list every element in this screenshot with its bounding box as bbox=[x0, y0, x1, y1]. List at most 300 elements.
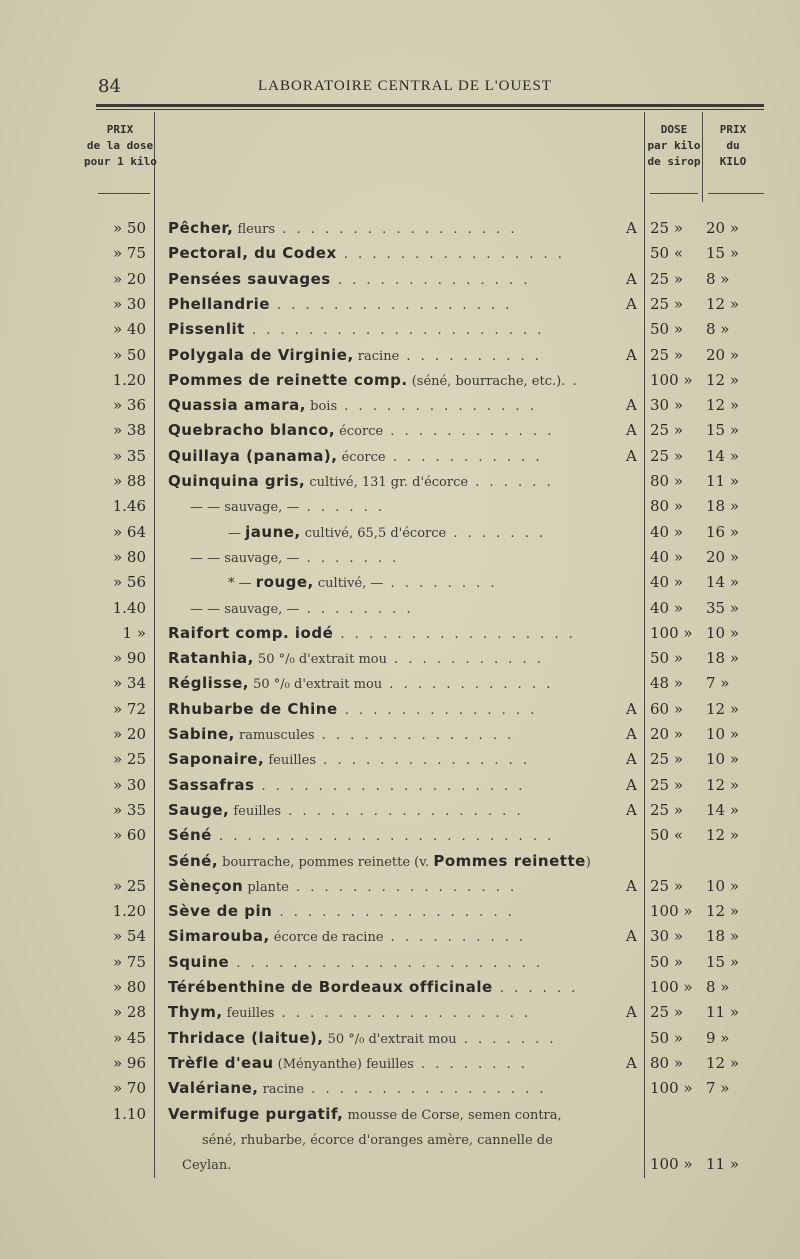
leader-dots: . . . . . . . . . . . . . . bbox=[330, 272, 531, 288]
column-header-line: pour 1 kilo bbox=[84, 155, 157, 168]
column-header-line: PRIX bbox=[719, 123, 747, 136]
ditto-prefix: — bbox=[190, 601, 208, 617]
product-name: Phellandrie bbox=[168, 294, 270, 313]
product-name: Raifort comp. iodé bbox=[168, 623, 334, 642]
dose-per-kilo: 30 » bbox=[650, 396, 684, 415]
leader-dots: . . . . . . bbox=[299, 500, 386, 516]
price-per-dose: » 54 bbox=[112, 927, 146, 946]
dose-per-kilo: 100 » bbox=[650, 1079, 693, 1098]
table-row bbox=[0, 1076, 800, 1101]
product-description: cultivé, — bbox=[313, 576, 384, 592]
product-name: Pectoral, du Codex bbox=[168, 244, 337, 263]
product-name: Quinquina gris, bbox=[168, 472, 306, 490]
price-per-dose: 1.40 bbox=[112, 598, 146, 617]
product-description: 50 °/₀ d'extrait mou bbox=[323, 1031, 457, 1047]
header-rule-thin bbox=[96, 109, 764, 110]
product-name: Thridace (laitue), bbox=[168, 1028, 324, 1047]
price-per-dose: » 60 bbox=[112, 826, 146, 845]
header-underline-dose bbox=[650, 193, 698, 194]
dose-per-kilo: 25 » bbox=[650, 446, 684, 465]
product-name: Térébenthine de Bordeaux officinale bbox=[168, 978, 493, 996]
table-row bbox=[0, 1127, 800, 1152]
dose-per-kilo: 100 » bbox=[650, 978, 693, 996]
product-name-cell bbox=[168, 671, 640, 697]
leader-dots: . . . . . . . . bbox=[413, 1056, 528, 1072]
column-header-line: par kilo bbox=[647, 139, 701, 152]
table-row bbox=[0, 570, 800, 595]
dose-per-kilo: 50 » bbox=[650, 952, 684, 971]
price-per-kilo: 20 » bbox=[706, 345, 740, 364]
product-description: feuilles bbox=[264, 753, 317, 769]
price-per-kilo: 14 » bbox=[706, 800, 740, 819]
price-per-dose: » 30 bbox=[112, 775, 146, 794]
leader-dots: . . . . . . bbox=[468, 475, 554, 490]
table-row bbox=[0, 899, 800, 924]
price-per-dose: » 80 bbox=[112, 978, 146, 996]
product-name-cell bbox=[168, 1076, 640, 1102]
price-per-dose: » 50 bbox=[112, 219, 146, 237]
dose-per-kilo: 48 » bbox=[650, 674, 684, 693]
leader-dots: . . . . . . . . bbox=[383, 576, 498, 592]
product-name-cell bbox=[168, 722, 640, 748]
product-name: Saponaire, bbox=[168, 750, 265, 769]
leader-dots: . . . . . . . . bbox=[299, 601, 414, 617]
product-description: bois bbox=[306, 399, 338, 415]
dose-per-kilo: 25 » bbox=[650, 750, 684, 769]
dose-per-kilo: 25 » bbox=[650, 219, 684, 237]
product-description: cultivé, 131 gr. d'écorce bbox=[305, 475, 469, 490]
leader-dots: . . . . . . . bbox=[456, 1031, 557, 1047]
product-name-cell bbox=[168, 849, 640, 875]
price-per-kilo: 12 » bbox=[706, 370, 740, 389]
price-per-kilo: 10 » bbox=[706, 876, 740, 895]
price-per-dose: » 64 bbox=[112, 522, 146, 541]
leader-dots: . . . . . . . . . . . . . . . . . . . . . . bbox=[229, 955, 544, 971]
dose-per-kilo: 60 » bbox=[650, 699, 684, 718]
product-description: cultivé, 65,5 d'écorce bbox=[300, 525, 447, 541]
price-per-kilo: 8 » bbox=[706, 269, 730, 288]
dose-per-kilo: 50 » bbox=[650, 1028, 684, 1047]
dose-per-kilo: 40 » bbox=[650, 598, 684, 617]
product-name-cell bbox=[168, 494, 640, 520]
dose-per-kilo: 100 » bbox=[650, 1155, 693, 1174]
table-row bbox=[0, 697, 800, 722]
product-description: mousse de Corse, semen contra, bbox=[343, 1107, 562, 1123]
table-row bbox=[0, 545, 800, 570]
product-name: Simarouba, bbox=[168, 927, 270, 946]
dose-per-kilo: 25 » bbox=[650, 876, 684, 895]
price-per-dose: 1.10 bbox=[112, 1104, 146, 1123]
ditto-prefix: * — bbox=[228, 576, 256, 592]
product-name-cell bbox=[168, 823, 640, 849]
mark-a: A bbox=[626, 800, 637, 819]
price-per-kilo: 7 » bbox=[706, 1079, 730, 1098]
column-header-line: PRIX bbox=[106, 123, 134, 136]
dose-per-kilo: 40 » bbox=[650, 547, 684, 566]
table-row bbox=[0, 444, 800, 469]
product-name: Pissenlit bbox=[168, 320, 245, 339]
column-header-line: de sirop bbox=[647, 155, 701, 168]
price-per-kilo: 12 » bbox=[706, 294, 740, 313]
product-name-cell bbox=[168, 469, 640, 495]
price-per-dose: » 72 bbox=[112, 699, 146, 718]
leader-dots: . . . . . . . . . . . . bbox=[382, 677, 554, 693]
product-name-cell bbox=[168, 418, 640, 444]
product-description: 50 °/₀ d'extrait mou bbox=[248, 677, 383, 693]
product-description: Ceylan. bbox=[182, 1158, 232, 1174]
table-row bbox=[0, 671, 800, 696]
mark-a: A bbox=[626, 421, 637, 440]
mark-a: A bbox=[626, 219, 637, 237]
product-name-cell bbox=[168, 646, 640, 672]
price-per-dose: » 25 bbox=[112, 876, 146, 895]
product-description-tail: ) bbox=[585, 854, 591, 870]
dose-per-kilo: 25 » bbox=[650, 294, 684, 313]
price-per-kilo: 12 » bbox=[706, 826, 740, 845]
product-description: écorce bbox=[335, 424, 384, 440]
table-row bbox=[0, 1051, 800, 1076]
leader-dots: . . . . . . . . . . bbox=[383, 930, 527, 946]
product-name: Sève de pin bbox=[168, 902, 273, 921]
product-name: Sassafras bbox=[168, 775, 255, 794]
header-rule-thick bbox=[96, 104, 764, 107]
price-per-dose: » 28 bbox=[112, 1003, 146, 1022]
product-name-cell bbox=[168, 520, 640, 546]
price-per-dose: » 96 bbox=[112, 1053, 146, 1072]
table-row bbox=[0, 1026, 800, 1051]
price-per-kilo: 12 » bbox=[706, 775, 740, 794]
product-name: Trèfle d'eau bbox=[168, 1053, 274, 1072]
product-reference: Pommes reinette bbox=[433, 851, 586, 870]
price-per-dose: » 56 bbox=[112, 573, 146, 592]
dose-per-kilo: 50 » bbox=[650, 320, 684, 339]
product-name: Sabine, bbox=[168, 725, 235, 743]
price-per-dose: » 88 bbox=[112, 472, 146, 490]
product-description: séné, rhubarbe, écorce d'oranges amère, cannelle de bbox=[202, 1132, 553, 1148]
leader-dots: . . . . . . . . . . bbox=[399, 348, 542, 364]
product-description: ramuscules bbox=[234, 728, 315, 743]
price-per-kilo: 11 » bbox=[706, 1155, 740, 1174]
price-per-dose: 1.20 bbox=[112, 370, 146, 389]
product-description: — sauvage, — bbox=[207, 500, 300, 516]
price-per-kilo: 16 » bbox=[706, 522, 740, 541]
product-name: Pêcher, bbox=[168, 219, 234, 237]
column-header-prix bbox=[704, 122, 762, 170]
product-name-cell bbox=[168, 621, 640, 647]
table-row bbox=[0, 1102, 800, 1127]
header-underline-prix bbox=[708, 193, 764, 194]
product-name-cell bbox=[168, 545, 640, 571]
table-row bbox=[0, 1152, 800, 1177]
price-per-kilo: 10 » bbox=[706, 725, 740, 743]
leader-dots: . . . . . . . . . . . . . . . . . bbox=[272, 905, 515, 921]
table-row bbox=[0, 722, 800, 747]
product-name-cell bbox=[168, 444, 640, 470]
product-description: écorce bbox=[337, 449, 386, 465]
mark-a: A bbox=[626, 725, 637, 743]
dose-per-kilo: 25 » bbox=[650, 345, 684, 364]
product-name-cell bbox=[168, 317, 640, 343]
mark-a: A bbox=[626, 294, 637, 313]
product-name-cell bbox=[168, 596, 640, 622]
product-description: racine bbox=[258, 1082, 305, 1098]
table-row bbox=[0, 317, 800, 342]
product-name-cell bbox=[168, 292, 640, 318]
dose-per-kilo: 80 » bbox=[650, 497, 684, 516]
product-description: (Ményanthe) feuilles bbox=[273, 1056, 414, 1072]
table-row bbox=[0, 292, 800, 317]
dose-per-kilo: 100 » bbox=[650, 902, 693, 921]
price-per-kilo: 9 » bbox=[706, 1028, 730, 1047]
price-per-kilo: 14 » bbox=[706, 573, 740, 592]
product-name: Pensées sauvages bbox=[168, 269, 331, 288]
product-name: Réglisse, bbox=[168, 674, 249, 693]
price-per-dose: » 90 bbox=[112, 649, 146, 668]
leader-dots: . . . . . . . . . . . . bbox=[383, 424, 555, 440]
product-description: fleurs bbox=[233, 222, 276, 237]
price-per-kilo: 12 » bbox=[706, 699, 740, 718]
product-name: Thym, bbox=[168, 1003, 223, 1022]
table-row bbox=[0, 621, 800, 646]
ditto-prefix: — bbox=[190, 500, 208, 516]
product-description: 50 °/₀ d'extrait mou bbox=[253, 652, 387, 668]
mark-a: A bbox=[626, 396, 637, 415]
price-per-kilo: 20 » bbox=[706, 219, 740, 237]
product-description: feuilles bbox=[222, 1006, 275, 1022]
product-name-cell bbox=[168, 1102, 640, 1128]
price-per-dose: » 30 bbox=[112, 294, 146, 313]
price-per-kilo: 12 » bbox=[706, 396, 740, 415]
mark-a: A bbox=[626, 699, 637, 718]
price-per-dose: » 35 bbox=[112, 446, 146, 465]
dose-per-kilo: 40 » bbox=[650, 522, 684, 541]
page-number: 84 bbox=[98, 76, 121, 97]
price-per-kilo: 8 » bbox=[706, 320, 730, 339]
product-name: Sèneçon bbox=[168, 876, 244, 895]
price-per-kilo: 15 » bbox=[706, 244, 740, 263]
leader-dots: . . . . . . . . . . . . . . . . . bbox=[333, 626, 576, 642]
mark-a: A bbox=[626, 1053, 637, 1072]
leader-dots: . bbox=[565, 373, 580, 389]
price-per-dose: » 70 bbox=[112, 1079, 146, 1098]
table-row bbox=[0, 849, 800, 874]
table-row bbox=[0, 469, 800, 494]
leader-dots: . . . . . . . . . . . . . . bbox=[337, 399, 537, 415]
product-name: Quassia amara, bbox=[168, 396, 306, 415]
leader-dots: . . . . . . . . . . . . . . . . . . bbox=[274, 1006, 532, 1022]
table-row bbox=[0, 596, 800, 621]
dose-per-kilo: 25 » bbox=[650, 800, 684, 819]
product-name: rouge, bbox=[255, 573, 314, 592]
product-name-cell bbox=[168, 975, 640, 1001]
table-row bbox=[0, 241, 800, 266]
product-description: — sauvage, — bbox=[207, 550, 300, 566]
product-name-cell bbox=[168, 697, 640, 723]
product-name-cell bbox=[168, 798, 640, 824]
column-header-line: DOSE bbox=[660, 123, 688, 136]
product-name: Sauge, bbox=[168, 800, 230, 819]
price-per-kilo: 18 » bbox=[706, 927, 740, 946]
mark-a: A bbox=[626, 927, 637, 946]
price-per-dose: » 75 bbox=[112, 952, 146, 971]
product-description: racine bbox=[353, 348, 400, 364]
dose-per-kilo: 50 « bbox=[650, 826, 684, 845]
product-name-cell bbox=[168, 368, 640, 394]
leader-dots: . . . . . . . . . . . bbox=[385, 449, 543, 465]
price-per-kilo: 7 » bbox=[706, 674, 730, 693]
dose-per-kilo: 25 » bbox=[650, 269, 684, 288]
price-per-kilo: 15 » bbox=[706, 421, 740, 440]
table-row bbox=[0, 975, 800, 1000]
product-name-cell bbox=[168, 1152, 640, 1178]
price-per-kilo: 18 » bbox=[706, 497, 740, 516]
product-name-cell bbox=[168, 924, 640, 950]
dose-per-kilo: 50 « bbox=[650, 244, 684, 263]
ditto-prefix: — bbox=[190, 550, 208, 566]
ditto-prefix: — bbox=[228, 525, 246, 541]
table-row bbox=[0, 823, 800, 848]
leader-dots: . . . . . . . bbox=[446, 525, 547, 541]
product-name: Valériane, bbox=[168, 1079, 259, 1098]
table-row bbox=[0, 1000, 800, 1025]
header-underline-price bbox=[98, 193, 150, 194]
mark-a: A bbox=[626, 876, 637, 895]
dose-per-kilo: 100 » bbox=[650, 623, 693, 642]
table-row bbox=[0, 773, 800, 798]
leader-dots: . . . . . . . . . . . . . . . . bbox=[336, 247, 565, 263]
dose-per-kilo: 40 » bbox=[650, 573, 684, 592]
price-per-dose: » 50 bbox=[112, 345, 146, 364]
product-name: Squine bbox=[168, 952, 230, 971]
column-header-dose bbox=[644, 122, 704, 170]
column-header-line: du bbox=[726, 139, 740, 152]
product-name-cell bbox=[168, 241, 640, 267]
dose-per-kilo: 30 » bbox=[650, 927, 684, 946]
product-name-cell bbox=[168, 216, 640, 242]
product-name-cell bbox=[168, 343, 640, 369]
price-per-dose: » 34 bbox=[112, 674, 146, 693]
product-name: Vermifuge purgatif, bbox=[168, 1104, 344, 1123]
leader-dots: . . . . . . . . . . . . . . . . . . . bbox=[254, 778, 526, 794]
price-per-kilo: 11 » bbox=[706, 472, 740, 490]
dose-per-kilo: 80 » bbox=[650, 472, 684, 490]
product-name-cell bbox=[168, 1000, 640, 1026]
column-header-price-dose bbox=[84, 122, 156, 170]
dose-per-kilo: 50 » bbox=[650, 649, 684, 668]
price-per-kilo: 11 » bbox=[706, 1003, 740, 1022]
price-per-dose: » 20 bbox=[112, 725, 146, 743]
price-per-kilo: 20 » bbox=[706, 547, 740, 566]
price-per-dose: » 38 bbox=[112, 421, 146, 440]
table-row bbox=[0, 874, 800, 899]
product-name: Quebracho blanco, bbox=[168, 421, 336, 440]
product-description: — sauvage, — bbox=[207, 601, 300, 617]
leader-dots: . . . . . . . . . . . . . . . . . . . . . bbox=[244, 323, 545, 339]
leader-dots: . . . . . . . . . . . . . . . . bbox=[288, 879, 518, 895]
price-per-dose: 1.20 bbox=[112, 902, 146, 921]
product-name-cell bbox=[168, 950, 640, 976]
column-header-line: de la dose bbox=[86, 139, 154, 152]
price-per-dose: » 20 bbox=[112, 269, 146, 288]
leader-dots: . . . . . . . . . . . . . . . bbox=[316, 753, 531, 769]
mark-a: A bbox=[626, 446, 637, 465]
price-per-kilo: 35 » bbox=[706, 598, 740, 617]
table-row bbox=[0, 418, 800, 443]
mark-a: A bbox=[626, 1003, 637, 1022]
leader-dots: . . . . . . . . . . . . . . bbox=[314, 728, 515, 743]
mark-a: A bbox=[626, 775, 637, 794]
price-per-dose: 1 » bbox=[122, 623, 146, 642]
price-per-kilo: 15 » bbox=[706, 952, 740, 971]
leader-dots: . . . . . . . . . . . . . . . . . bbox=[304, 1082, 547, 1098]
price-per-kilo: 12 » bbox=[706, 1053, 740, 1072]
table-row bbox=[0, 520, 800, 545]
product-name: Séné, bbox=[168, 851, 219, 870]
product-name: Quillaya (panama), bbox=[168, 446, 338, 465]
price-per-kilo: 14 » bbox=[706, 446, 740, 465]
column-header-line: KILO bbox=[719, 155, 747, 168]
price-per-kilo: 10 » bbox=[706, 750, 740, 769]
price-per-dose: 1.46 bbox=[112, 497, 146, 516]
price-per-dose: » 36 bbox=[112, 396, 146, 415]
table-row bbox=[0, 798, 800, 823]
mark-a: A bbox=[626, 345, 637, 364]
table-row bbox=[0, 747, 800, 772]
product-name-cell bbox=[168, 874, 640, 900]
product-name: jaune, bbox=[245, 522, 301, 541]
product-name-cell bbox=[168, 267, 640, 293]
leader-dots: . . . . . . . . . . . . . . . . . bbox=[275, 222, 518, 237]
product-description: bourrache, pommes reinette (v. bbox=[218, 854, 434, 870]
table-row bbox=[0, 343, 800, 368]
dose-per-kilo: 25 » bbox=[650, 775, 684, 794]
dose-per-kilo: 20 » bbox=[650, 725, 684, 743]
price-per-dose: » 75 bbox=[112, 244, 146, 263]
product-name: Séné bbox=[168, 826, 212, 845]
product-name-cell bbox=[168, 747, 640, 773]
leader-dots: . . . . . . . . . . . . . . . . . bbox=[269, 297, 513, 313]
price-per-kilo: 12 » bbox=[706, 902, 740, 921]
dose-per-kilo: 100 » bbox=[650, 370, 693, 389]
price-per-kilo: 18 » bbox=[706, 649, 740, 668]
price-per-dose: » 80 bbox=[112, 547, 146, 566]
product-name: Polygala de Virginie, bbox=[168, 345, 354, 364]
table-row bbox=[0, 368, 800, 393]
dose-per-kilo: 80 » bbox=[650, 1053, 684, 1072]
dose-per-kilo: 25 » bbox=[650, 421, 684, 440]
leader-dots: . . . . . . . . . . . . . . . . . bbox=[281, 803, 524, 819]
product-name-cell bbox=[168, 1026, 640, 1052]
table-row bbox=[0, 267, 800, 292]
product-name-cell bbox=[168, 773, 640, 799]
mark-a: A bbox=[626, 269, 637, 288]
mark-a: A bbox=[626, 750, 637, 769]
product-description: feuilles bbox=[229, 803, 282, 819]
product-description: (séné, bourrache, etc.). bbox=[407, 373, 566, 389]
table-row bbox=[0, 646, 800, 671]
table-row bbox=[0, 216, 800, 241]
leader-dots: . . . . . . bbox=[492, 981, 579, 996]
price-per-dose: » 40 bbox=[112, 320, 146, 339]
product-name-cell bbox=[168, 1051, 640, 1077]
product-name-cell bbox=[168, 393, 640, 419]
table-row bbox=[0, 950, 800, 975]
price-per-kilo: 10 » bbox=[706, 623, 740, 642]
leader-dots: . . . . . . . . . . . . . . . . . . . . . . . . bbox=[211, 829, 555, 845]
product-description: écorce de racine bbox=[269, 930, 384, 946]
page-header bbox=[0, 76, 800, 102]
leader-dots: . . . . . . . . . . . bbox=[386, 652, 544, 668]
